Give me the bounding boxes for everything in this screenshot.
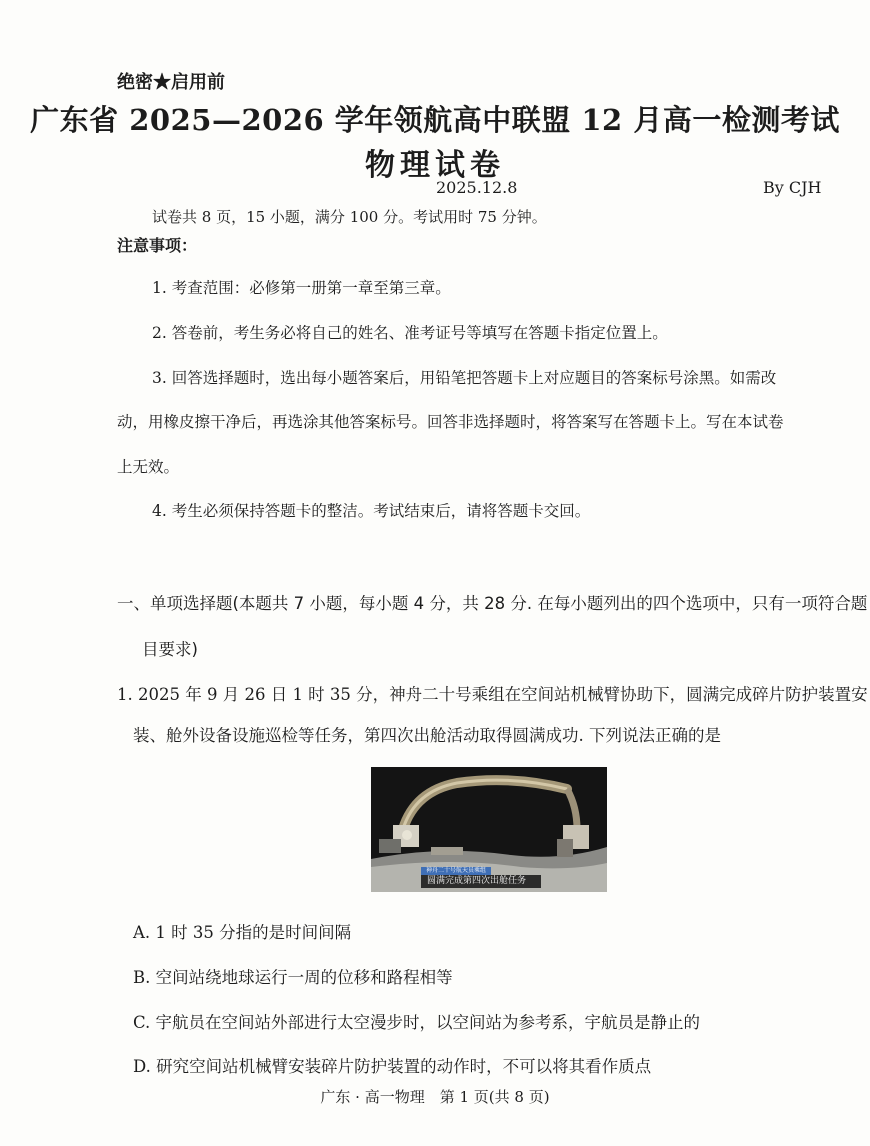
notice-item: 4. 考生必须保持答题卡的整洁。考试结束后，请将答题卡交回。 — [152, 502, 591, 520]
notice-item: 2. 答卷前，考生务必将自己的姓名、准考证号等填写在答题卡指定位置上。 — [152, 324, 668, 342]
notice-item: 3. 回答选择题时，选出每小题答案后，用铅笔把答题卡上对应题目的答案标号涂黑。如需改 — [152, 369, 777, 387]
photo-tag: 神舟二十号航天员乘组 — [421, 867, 491, 875]
section-heading-cont: 目要求) — [142, 640, 198, 659]
option-a: A. 1 时 35 分指的是时间间隔 — [133, 923, 352, 942]
notice-item: 上无效。 — [117, 458, 180, 476]
confidential-label: 绝密★启用前 — [117, 72, 225, 93]
spacewalk-photo — [371, 767, 607, 892]
notice-item: 动，用橡皮擦干净后，再选涂其他答案标号。回答非选择题时，将答案写在答题卡上。写在本试卷 — [117, 413, 784, 431]
exam-title: 广东省 2025—2026 学年领航高中联盟 12 月高一检测考试 — [30, 103, 840, 137]
exam-subject: 物理试卷 — [365, 148, 505, 183]
exam-summary: 试卷共 8 页，15 小题，满分 100 分。考试用时 75 分钟。 — [152, 208, 547, 226]
page-footer: 广东 · 高一物理 第 1 页(共 8 页) — [320, 1088, 550, 1106]
notice-heading: 注意事项： — [117, 236, 198, 255]
question-1-stem-cont: 装、舱外设备设施巡检等任务，第四次出舱活动取得圆满成功. 下列说法正确的是 — [133, 726, 721, 745]
exam-date: 2025.12.8 — [436, 178, 518, 197]
exam-author: By CJH — [763, 178, 822, 197]
notice-item: 1. 考查范围：必修第一册第一章至第三章。 — [152, 279, 451, 297]
option-c: C. 宇航员在空间站外部进行太空漫步时，以空间站为参考系，宇航员是静止的 — [133, 1013, 701, 1032]
question-1-stem: 1. 2025 年 9 月 26 日 1 时 35 分，神舟二十号乘组在空间站机械臂协助下，圆满完成碎片防护装置安 — [117, 685, 868, 704]
section-heading: 一、单项选择题(本题共 7 小题，每小题 4 分，共 28 分. 在每小题列出的四个选项中，只有一项符合题 — [117, 594, 868, 613]
option-d: D. 研究空间站机械臂安装碎片防护装置的动作时，不可以将其看作质点 — [133, 1057, 652, 1076]
photo-caption: 圆满完成第四次出舱任务 — [421, 875, 541, 888]
option-b: B. 空间站绕地球运行一周的位移和路程相等 — [133, 968, 453, 987]
